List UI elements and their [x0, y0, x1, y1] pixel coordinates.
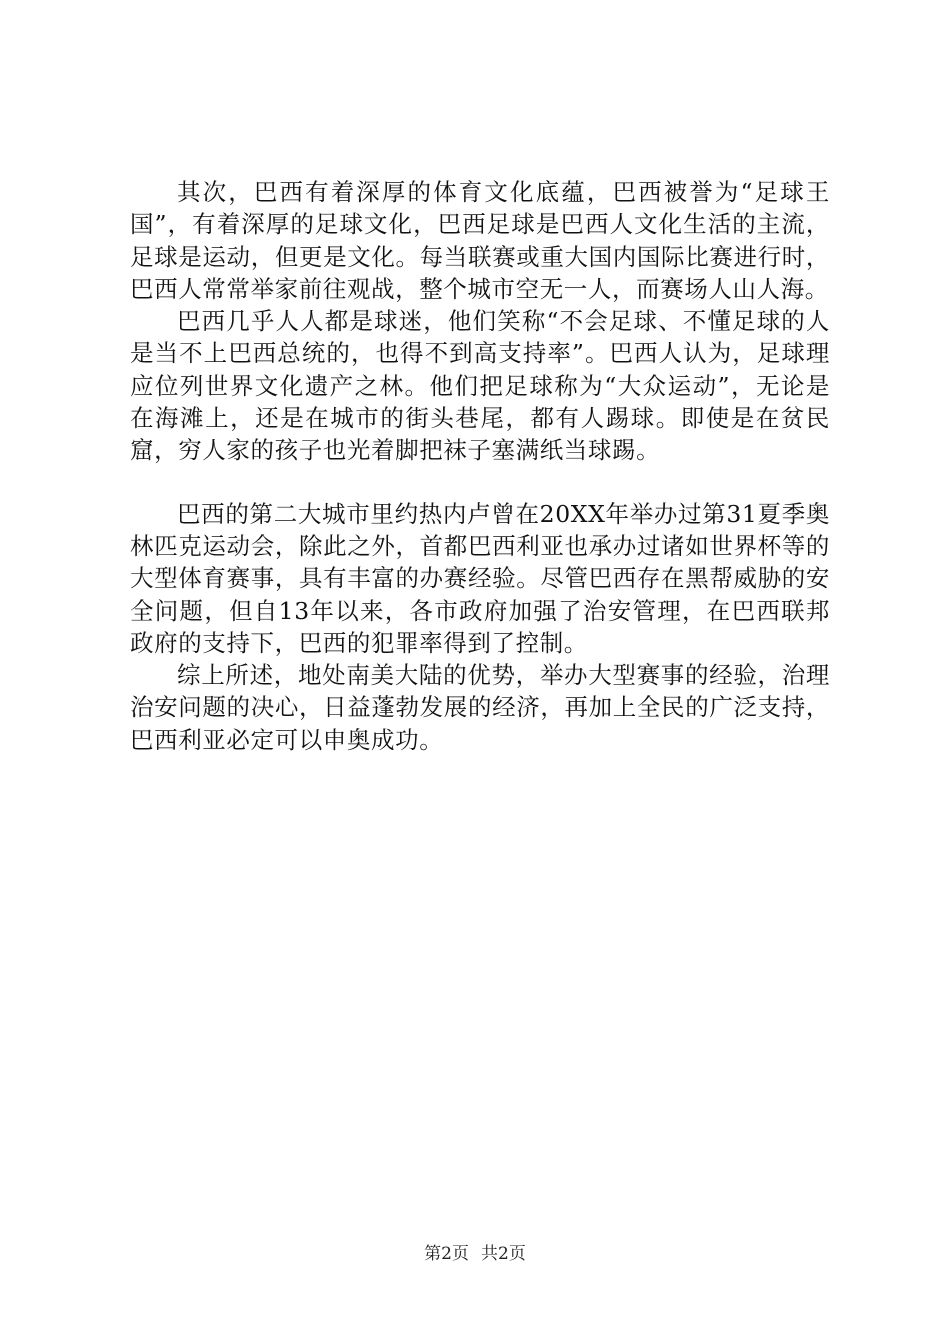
paragraph-football-fans: 巴西几乎人人都是球迷，他们笑称“不会足球、不懂足球的人是当不上巴西总统的，也得不到高支持率”。巴西人认为，足球理应位列世界文化遗产之林。他们把足球称为“大众运动”，无论是在海滩上，还是在城市的街头巷尾，都有人踢球。即使是在贫民窟，穷人家的孩子也光着脚把袜子塞满纸当球踢。 — [130, 307, 830, 465]
total-pages: 共2页 — [481, 1244, 526, 1264]
paragraph-conclusion: 综上所述，地处南美大陆的优势，举办大型赛事的经验，治理治安问题的决心，日益蓬勃发展的经济，再加上全民的广泛支持，巴西利亚必定可以申奥成功。 — [130, 661, 830, 754]
page-number: 第2页 — [424, 1244, 469, 1264]
page-footer — [0, 1244, 950, 1264]
paragraph-sports-culture: 其次，巴西有着深厚的体育文化底蕴，巴西被誉为“足球王国”，有着深厚的足球文化，巴西足球是巴西人文化生活的主流，足球是运动，但更是文化。每当联赛或重大国内国际比赛进行时，巴西人常常举家前往观战，整个城市空无一人，而赛场人山人海。 — [130, 178, 830, 303]
document-body — [130, 176, 830, 756]
paragraph-spacer — [130, 467, 830, 498]
paragraph-hosting-experience: 巴西的第二大城市里约热内卢曾在20XX年举办过第31夏季奥林匹克运动会，除此之外，首都巴西利亚也承办过诸如世界杯等的大型体育赛事，具有丰富的办赛经验。尽管巴西存在黑帮威胁的安全问题，但自13年以来，各市政府加强了治安管理，在巴西联邦政府的支持下，巴西的犯罪率得到了控制。 — [130, 499, 830, 657]
